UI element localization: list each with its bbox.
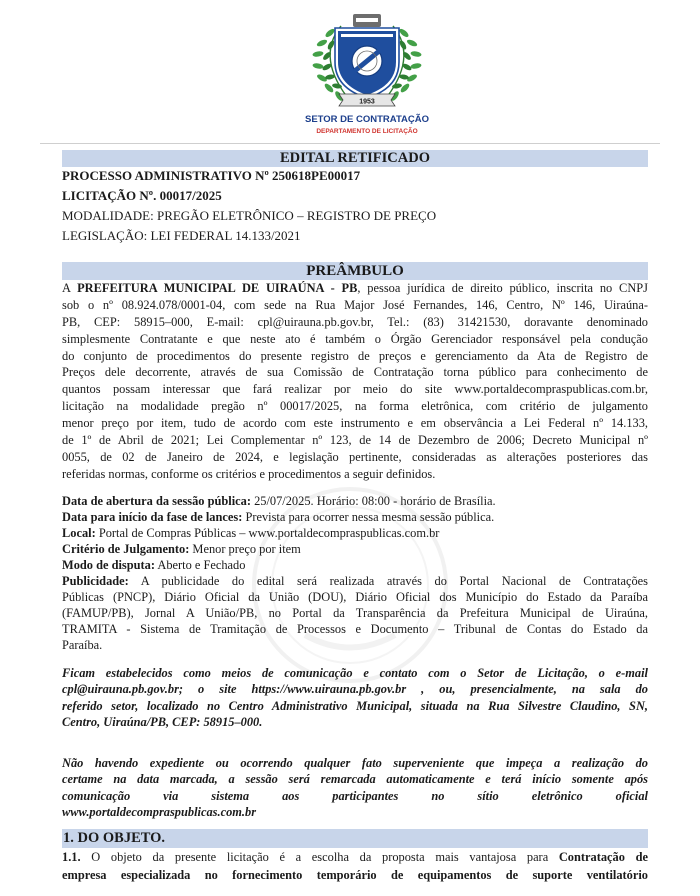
session-details — [62, 493, 648, 653]
text-line — [62, 771, 648, 787]
text: , pessoa jurídica de direito público, inscrita no CNPJ — [357, 281, 648, 295]
text: Aberto e Fechado — [154, 558, 246, 572]
text: 25/07/2025. Horário: 08:00 - horário de Brasília. — [250, 494, 496, 508]
text-line — [62, 381, 648, 398]
paragraph — [62, 665, 648, 730]
bold-text: 1.1. — [62, 850, 81, 864]
text: menor preço por item, tudo de acordo com este instrumento e em observância a Lei Federal nº 14.133, — [62, 416, 648, 431]
text: A — [62, 281, 78, 295]
text: Ficam estabelecidos como meios de comunicação e contato com o Setor de Licitação, o e-mail — [62, 666, 648, 680]
process-number: PROCESSO ADMINISTRATIVO Nº 250618PE00017 — [62, 168, 361, 183]
paragraph — [62, 755, 648, 820]
text-line — [62, 348, 648, 365]
text: www.portaldecompraspublicas.com.br — [62, 804, 257, 819]
modality: MODALIDADE: PREGÃO ELETRÔNICO – REGISTRO DE PREÇO — [62, 208, 437, 223]
text: 0055, de 02 de Janeiro de 2024, e legislação pertinente, consideradas as alterações posteriores das — [62, 449, 648, 464]
bold-text: PREFEITURA MUNICIPAL DE UIRAÚNA - PB — [77, 281, 358, 295]
text: Menor preço por item — [189, 542, 301, 556]
preamble-body — [62, 280, 648, 483]
shield-icon — [335, 28, 399, 98]
text: Públicas (PNCP), Diário Oficial da União (DOU), Diário Oficial dos Município do Estado da Paraíba — [62, 590, 648, 604]
section-heading-preamble: PREÂMBULO — [62, 262, 648, 280]
text: certame na data marcada, a sessão será remarcada automaticamente e terá início somente após — [62, 772, 648, 787]
section-heading-objeto: 1. DO OBJETO. — [62, 829, 648, 848]
paragraph — [62, 525, 648, 541]
text: Centro, Uiraúna/PB, CEP: 58915–000. — [62, 714, 263, 729]
text-line — [62, 621, 648, 637]
text: cpl@uirauna.pb.gov.br; o site https://www.uirauna.pb.gov.br , ou, presencialmente, na sala do — [62, 682, 648, 697]
paragraph — [62, 573, 648, 653]
text-line — [62, 804, 648, 820]
bold-text: Contratação de — [558, 850, 648, 864]
paragraph — [62, 493, 648, 509]
municipal-crest-logo — [299, 8, 435, 108]
department-name: DEPARTAMENTO DE LICITAÇÃO — [316, 128, 418, 135]
bold-text: Publicidade: — [62, 574, 129, 588]
text: PB, CEP: 58915–000, E-mail: cpl@uirauna.pb.gov.br, Tel.: (83) 31421530, doravante denominado — [62, 314, 648, 329]
text: sob o nº 08.924.078/0001-04, com sede na Rua Major José Fernandes, 146, Centro, Nº 146, Uiraúna- — [62, 297, 648, 312]
text-line — [62, 573, 648, 589]
bold-text: Data de abertura da sessão pública: — [62, 494, 251, 508]
text: do conjunto de procedimentos do presente registro de preços e gerenciamento da Ata de Registro de — [62, 348, 648, 363]
text: (FAMUP/PB), Jornal A União/PB, no Portal da Transparência da Prefeitura Municipal de Uiraúna, — [62, 606, 648, 620]
text: A publicidade do edital será realizada através do Portal Nacional de Contratações — [128, 574, 648, 588]
text-line — [62, 589, 648, 605]
paragraph — [62, 280, 648, 483]
text-line — [62, 493, 648, 509]
text-line — [62, 637, 648, 653]
year-banner — [339, 94, 395, 106]
text: referido setor, localizado no Centro Administrativo Municipal, situada na Rua Silvestre Claudino, SN, — [62, 698, 648, 713]
text-line — [62, 432, 648, 449]
paragraph — [62, 509, 648, 525]
text-line — [62, 698, 648, 714]
text-line — [62, 509, 648, 525]
bold-text: Critério de Julgamento: — [62, 542, 190, 556]
text-line — [62, 848, 648, 866]
bold-text: Local: — [62, 526, 96, 540]
text-line — [62, 449, 648, 466]
text: de 1º de Abril de 2021; Lei Complementar nº 123, de 14 de Dezembro de 2006; Decreto Municipal nº — [62, 433, 648, 448]
text-line — [62, 605, 648, 621]
text-line — [62, 331, 648, 348]
text-line — [62, 297, 648, 314]
paragraph — [62, 848, 648, 884]
text-line — [62, 541, 648, 557]
text-line — [62, 314, 648, 331]
text: Não havendo expediente ou ocorrendo qualquer fato superveniente que impeça a realização do — [62, 755, 648, 770]
text: comunicação via sistema aos participantes no sítio eletrônico oficial — [62, 788, 648, 803]
notices — [62, 665, 648, 820]
text-line — [62, 466, 648, 483]
text-line — [62, 364, 648, 381]
document-title: EDITAL RETIFICADO — [62, 150, 648, 167]
logo-year: 1953 — [359, 98, 375, 106]
sector-name: SETOR DE CONTRATAÇÃO — [304, 114, 430, 125]
objeto-body — [62, 848, 648, 884]
text-line — [62, 788, 648, 804]
text-line — [62, 525, 648, 541]
bold-text: Data para início da fase de lances: — [62, 510, 243, 524]
text: simplesmente Contratante e que neste ato é também o Órgão Gerenciador responsável pela condução — [62, 331, 648, 346]
header-divider — [40, 143, 660, 144]
text: TRAMITA - Sistema de Tramitação de Processos e Documento – Tribunal de Contas do Estado da — [62, 622, 648, 636]
paragraph — [62, 557, 648, 573]
text: referidas normas, conforme os critérios e procedimentos a seguir definidos. — [62, 466, 436, 481]
text-line — [62, 755, 648, 771]
text-line — [62, 280, 648, 297]
bold-text: empresa especializada no fornecimento temporário de equipamentos de suporte ventilatório — [62, 868, 648, 882]
bid-number: LICITAÇÃO Nº. 00017/2025 — [62, 188, 222, 203]
text: quantos possam interessar que fará realizar por meio do site www.portaldecompraspublicas.com.br, — [62, 382, 648, 397]
text: Portal de Compras Públicas – www.portaldecompraspublicas.com.br — [95, 526, 440, 540]
process-info — [62, 166, 648, 246]
text-line — [62, 557, 648, 573]
bold-text: Modo de disputa: — [62, 558, 155, 572]
text: Preços dele decorrente, através de sua Comissão de Contratação torna público para conhecimento de — [62, 365, 648, 380]
paragraph — [62, 541, 648, 557]
text-line — [62, 866, 648, 884]
crest-top-cap — [353, 14, 381, 27]
text-line — [62, 665, 648, 681]
text-line — [62, 714, 648, 730]
text-line — [62, 398, 648, 415]
text-line — [62, 681, 648, 697]
text: Paraíba. — [62, 638, 103, 652]
text-line — [62, 415, 648, 432]
text: Prevista para ocorrer nessa mesma sessão pública. — [242, 510, 495, 524]
text: licitação na modalidade pregão nº 00017/2025, na forma eletrônica, com critério de julgamento — [62, 399, 648, 414]
legislation: LEGISLAÇÃO: LEI FEDERAL 14.133/2021 — [62, 228, 301, 243]
text: O objeto da presente licitação é a escolha da proposta mais vantajosa para — [80, 850, 559, 864]
